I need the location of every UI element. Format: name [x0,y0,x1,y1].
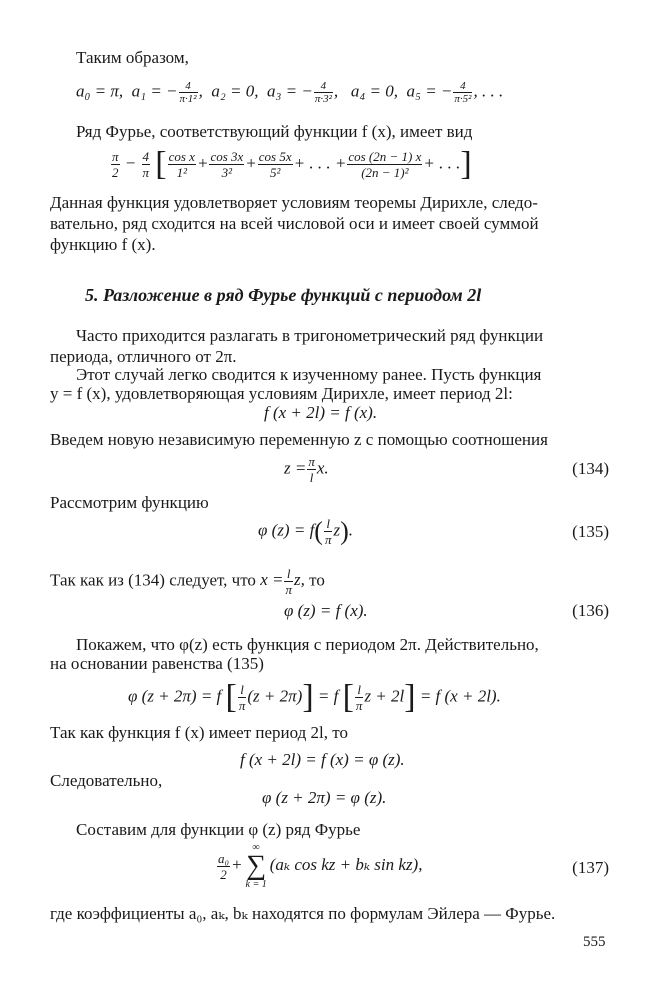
inline-fraction: $\frac{l}{\pi}$ [285,566,292,597]
equation-134: z = $\frac{\pi}{l}$ x. [284,454,329,485]
inline-equation-x: x = $\frac{l}{\pi}$ z, [260,566,305,597]
text-p9: Составим для функции φ (z) ряд Фурье [76,820,361,839]
sum-sign: ∞ ∑ k = 1 [245,842,267,890]
section-heading-wrap [85,285,481,306]
eq-number-136: (136) [572,601,609,620]
text-p10: где коэффициенты a₀, aₖ, bₖ находятся по формулам Эйлера — Фурье. [50,904,556,923]
equation-fourier-series: $\frac{\pi}{2}$ − $\frac{4}{\pi}$ [ $\frac{\text{cos x}}{\text{1²}}$ + $\frac{\cos 3x}{\text{3²}}$ + $\frac{\cos 5x}{\text{5²}}$ + . . . + $\frac{\cos (2n - 1) x}{\text{(2n − 1)²}}$ + . . .] [112,145,472,183]
text-p6-1: Покажем, что φ(z) есть функция с периодом 2π. Действительно, [76,635,539,654]
equation-period: f (x + 2l) = f (x). [264,403,378,422]
series-dots: + . . . + [293,153,347,173]
eq134-fraction: $\frac{\pi}{l}$ [308,454,315,485]
text-p3: Введем новую независимую переменную z с помощью соотношения [50,430,548,449]
text-p8: Следовательно, [50,771,163,790]
equation-136: φ (z) = f (x). [284,601,368,620]
coef-tail: , . . . [473,81,504,101]
text-p5: Так как из (134) следует, что x = $\frac{l}{\pi}$ z, то [50,566,325,597]
series-term-n: $\frac{\cos (2n - 1) x}{\text{(2n − 1)²}}$ [348,149,422,180]
text-p2-1: Этот случай легко сводится к изученному ранее. Пусть функция [76,365,542,384]
text-p1-2: периода, отличного от 2π. [50,347,237,366]
series-tail: + . . . [423,153,461,173]
text-p6-2: на основании равенства (135) [50,654,264,673]
shift-fraction-2: $\frac{l}{\pi}$ [355,682,363,713]
section-title: 5. Разложение в ряд Фурье функций с периодом 2l [85,285,482,305]
text-dirichlet-1: Данная функция удовлетворяет условиям теоремы Дирихле, следо- [50,193,538,212]
text-p7: Так как функция f (x) имеет период 2l, то [50,723,348,742]
coef-a2: a₂ = 0, [211,81,259,101]
series-minus: − [124,153,137,173]
equation-shift: φ (z + 2π) = f [ $\frac{l}{\pi}$ (z + 2π)] = f [ $\frac{l}{\pi}$ z + 2l] = f (x + 2l). [128,678,501,716]
series-term-5: $\frac{\cos 5x}{\text{5²}}$ [258,149,292,180]
text-fourier-intro: Ряд Фурье, соответствующий функции f (x), имеет вид [76,122,473,141]
series-half-fraction: $\frac{\pi}{2}$ [112,149,119,180]
equation-137: $\frac{\text{a₀}}{2}$ +∞ ∑ k = 1(aₖ cos kz + bₖ sin kz), [218,842,423,890]
eq137-fraction: $\frac{\text{a₀}}{2}$ [218,850,230,882]
text-intro: Таким образом, [76,48,189,67]
equation-coefficients: a₀ = π, a₁ = − $\frac{4}{\text{π·1²}}$ , a₂ = 0, a₃ = − $\frac{4}{\text{π·3²}}$ , a₄ = 0, a₅ = − $\frac{4}{\text{π·5²}}$ , . . . [76,80,504,105]
coef-a5: a₅ = − [406,81,453,101]
shift-fraction-1: $\frac{l}{\pi}$ [238,682,246,713]
series-term-1: $\frac{\text{cos x}}{\text{1²}}$ [168,149,195,180]
page-number: 555 [583,934,606,950]
coef-a4: a₄ = 0, [350,81,399,101]
coef-a1: a₁ = − [131,81,178,101]
text-p4: Рассмотрим функцию [50,493,209,512]
coef-a0: a₀ = π, [76,81,124,101]
coef-a3-fraction: $\frac{4}{\text{π·3²}}$ [314,80,332,105]
text-dirichlet-2: вательно, ряд сходится на всей числовой оси и имеет своей суммой [50,214,539,233]
series-close-bracket: ] [460,145,472,183]
text-dirichlet-3: функцию f (x). [50,235,156,254]
coef-a1-fraction: $\frac{4}{\text{π·1²}}$ [179,80,197,105]
text-p2-2: y = f (x), удовлетворяющая условиям Дирихле, имеет период 2l: [50,384,513,403]
equation-chain: f (x + 2l) = f (x) = φ (z). [240,750,405,769]
text-p1-1: Часто приходится разлагать в тригонометрический ряд функции [76,326,544,345]
eq-number-137: (137) [572,858,609,877]
equation-phi-period: φ (z + 2π) = φ (z). [262,788,387,807]
eq135-fraction: $\frac{l}{\pi}$ [324,516,332,547]
series-coef-fraction: $\frac{4}{\pi}$ [142,149,150,180]
coef-a3: a₃ = − [266,81,313,101]
eq-number-134: (134) [572,459,609,478]
eq-number-135: (135) [572,522,609,541]
equation-135: φ (z) = f( $\frac{l}{\pi}$ z). [258,516,354,547]
series-open-bracket: [ [155,145,167,183]
series-term-3: $\frac{\cos 3x}{\text{3²}}$ [210,149,244,180]
coef-a5-fraction: $\frac{4}{\text{π·5²}}$ [454,80,472,105]
